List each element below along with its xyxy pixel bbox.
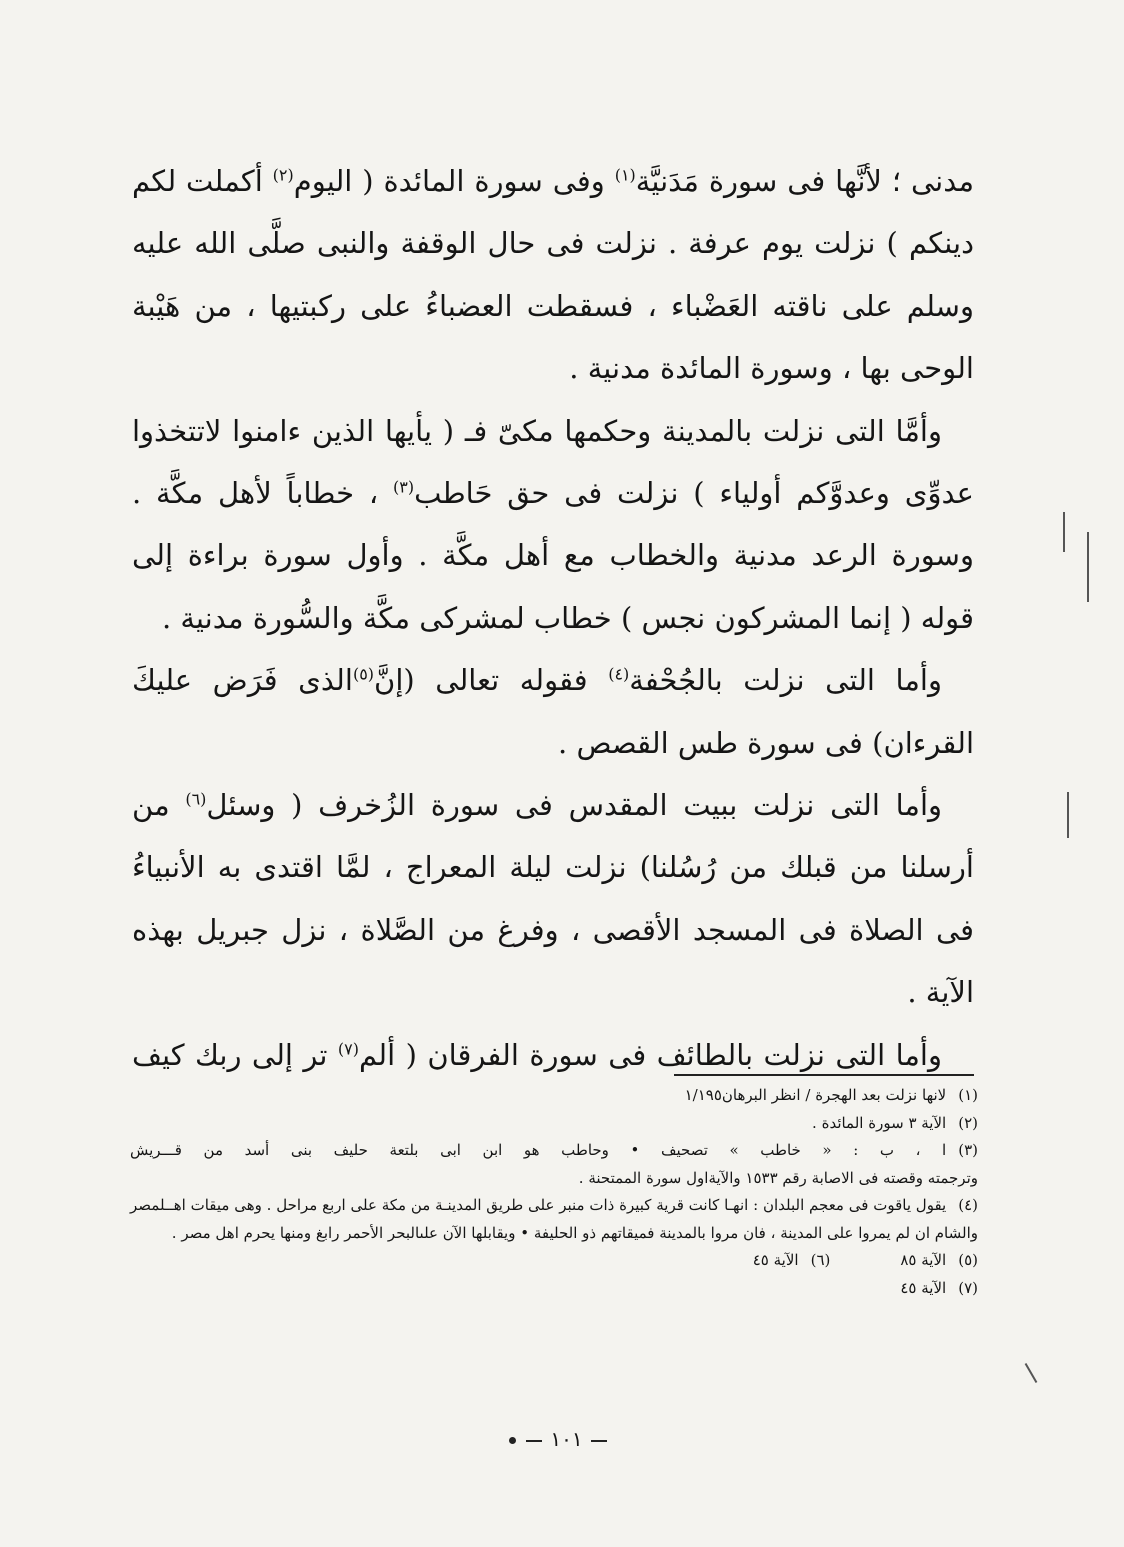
footnote-7 xyxy=(130,1275,978,1303)
body-text: وفى سورة المائدة ( اليوم xyxy=(293,164,615,198)
footnote-number: (١) xyxy=(958,1086,978,1104)
body-text: أكملت لكم دينكم ) نزلت يوم عرفة . نزلت فى حال الوقفة والنبى صلَّى الله عليه وسلم على ناقته العَضْباء ، فسقطت العضباءُ على ركبتيها ، من هَيْبة الوحى بها ، وسورة المائدة مدنية . xyxy=(132,164,974,386)
footnote-ref: (٦) xyxy=(185,789,207,809)
page-dash-left xyxy=(526,1440,542,1442)
body-text: فقوله تعالى (إنَّ xyxy=(374,663,609,698)
page-number-block xyxy=(0,1427,1124,1451)
body-paragraph xyxy=(132,649,974,774)
footnote-text: الآية ٤٥ xyxy=(900,1278,947,1297)
page-dot-mark xyxy=(509,1437,516,1444)
body-text: وأما التى نزلت بالطائف فى سورة الفرقان ( ألم xyxy=(359,1037,942,1072)
footnote-number: (٦) xyxy=(810,1251,831,1269)
footnote-text: الآية ٣ سورة المائدة . xyxy=(812,1113,947,1132)
margin-mark xyxy=(1067,792,1069,838)
footnote-text: الآية ٤٥ xyxy=(752,1251,799,1269)
footnote-2 xyxy=(130,1110,978,1138)
footnote-4 xyxy=(130,1192,978,1247)
body-text: تر إلى ربك كيف xyxy=(132,1037,338,1072)
margin-mark xyxy=(1025,1363,1038,1383)
footnote-number: (٥) xyxy=(958,1251,978,1269)
body-text: وأما التى نزلت ببيت المقدس فى سورة الزُخرف ( وسئل xyxy=(206,788,943,823)
footnote-number: (٣) xyxy=(958,1141,978,1159)
page-number: ١٠١ xyxy=(550,1427,583,1451)
body-paragraph xyxy=(132,150,974,400)
footnote-3 xyxy=(130,1137,978,1165)
main-text-body xyxy=(132,150,974,1086)
body-text: ، خطاباً لأهل مكَّة . وسورة الرعد مدنية والخطاب مع أهل مكَّة . وأول سورة براءة إلى قوله ( إنما المشركون نجس ) خطاب لمشركى مكَّة والسُّورة مدنية . xyxy=(132,476,974,635)
body-text: وأما التى نزلت بالجُحْفة xyxy=(629,663,942,698)
footnote-number: (٢) xyxy=(958,1113,978,1132)
footnotes-5-6 xyxy=(130,1247,978,1275)
footnote-ref: (٢) xyxy=(272,165,294,185)
body-paragraph xyxy=(132,400,974,650)
body-text: من أرسلنا من قبلك من رُسُلنا) نزلت ليلة المعراج ، لمَّا اقتدى به الأنبياءُ فى الصلاة فى المسجد الأقصى ، وفرغ من الصَّلاة ، نزل جبريل بهذه الآية . xyxy=(132,788,974,1010)
footnote-separator xyxy=(674,1074,974,1076)
footnote-text: يقول ياقوت فى معجم البلدان : انهـا كانت قرية كبيرة ذات منبر على طريق المدينـة من مكة على اربع مراحل . وهى ميقات اهــلمصر والشام ان لم يمروا على المدينة ، فان مروا بالمدينة فميقاتهم ذو الحليفة • ويقابلها الآن علىالبحر الأحمر رابغ ومنها يحرم اهل مصر . xyxy=(130,1196,978,1242)
footnote-ref: (٥) xyxy=(352,664,375,684)
footnote-text: ا ، ب : « خاطب » تصحيف • وحاطب هو ابن ابى بلتعة حليف بنى أسد من قـــريش xyxy=(130,1141,947,1159)
footnote-ref: (١) xyxy=(614,165,636,185)
body-paragraph xyxy=(132,1024,974,1086)
body-paragraph xyxy=(132,774,974,1024)
footnote-text: لانها نزلت بعد الهجرة / انظر البرهان١/١٩٥ xyxy=(684,1086,947,1104)
body-text: مدنى ؛ لأنَّها فى سورة مَدَنيَّة xyxy=(635,164,974,198)
footnote-ref: (٣) xyxy=(393,477,415,497)
margin-mark xyxy=(1063,512,1065,552)
body-text: وأمَّا التى نزلت بالمدينة وحكمها مكىّ فـ ( يأيها الذين ءامنوا لاتتخذوا عدوِّى وعدوَّكم أولياء ) نزلت فى حق حَاطب xyxy=(132,413,974,511)
footnote-1 xyxy=(130,1082,978,1110)
footnote-text: الآية ٨٥ xyxy=(900,1251,947,1269)
footnote-number: (٧) xyxy=(958,1278,978,1297)
page-dash-right xyxy=(591,1440,607,1442)
body-text: الذى فَرَض عليكَ القرءان) فى سورة طس القصص . xyxy=(132,663,974,760)
footnotes-section xyxy=(130,1082,978,1302)
footnote-ref: (٤) xyxy=(608,664,630,684)
margin-mark xyxy=(1087,532,1089,602)
footnote-number: (٤) xyxy=(958,1196,978,1214)
footnote-ref: (٧) xyxy=(337,1039,359,1059)
footnote-3-continuation: وترجمته وقصته فى الاصابة رقم ١٥٣٣ والآيةاول سورة الممتحنة . xyxy=(578,1168,978,1187)
